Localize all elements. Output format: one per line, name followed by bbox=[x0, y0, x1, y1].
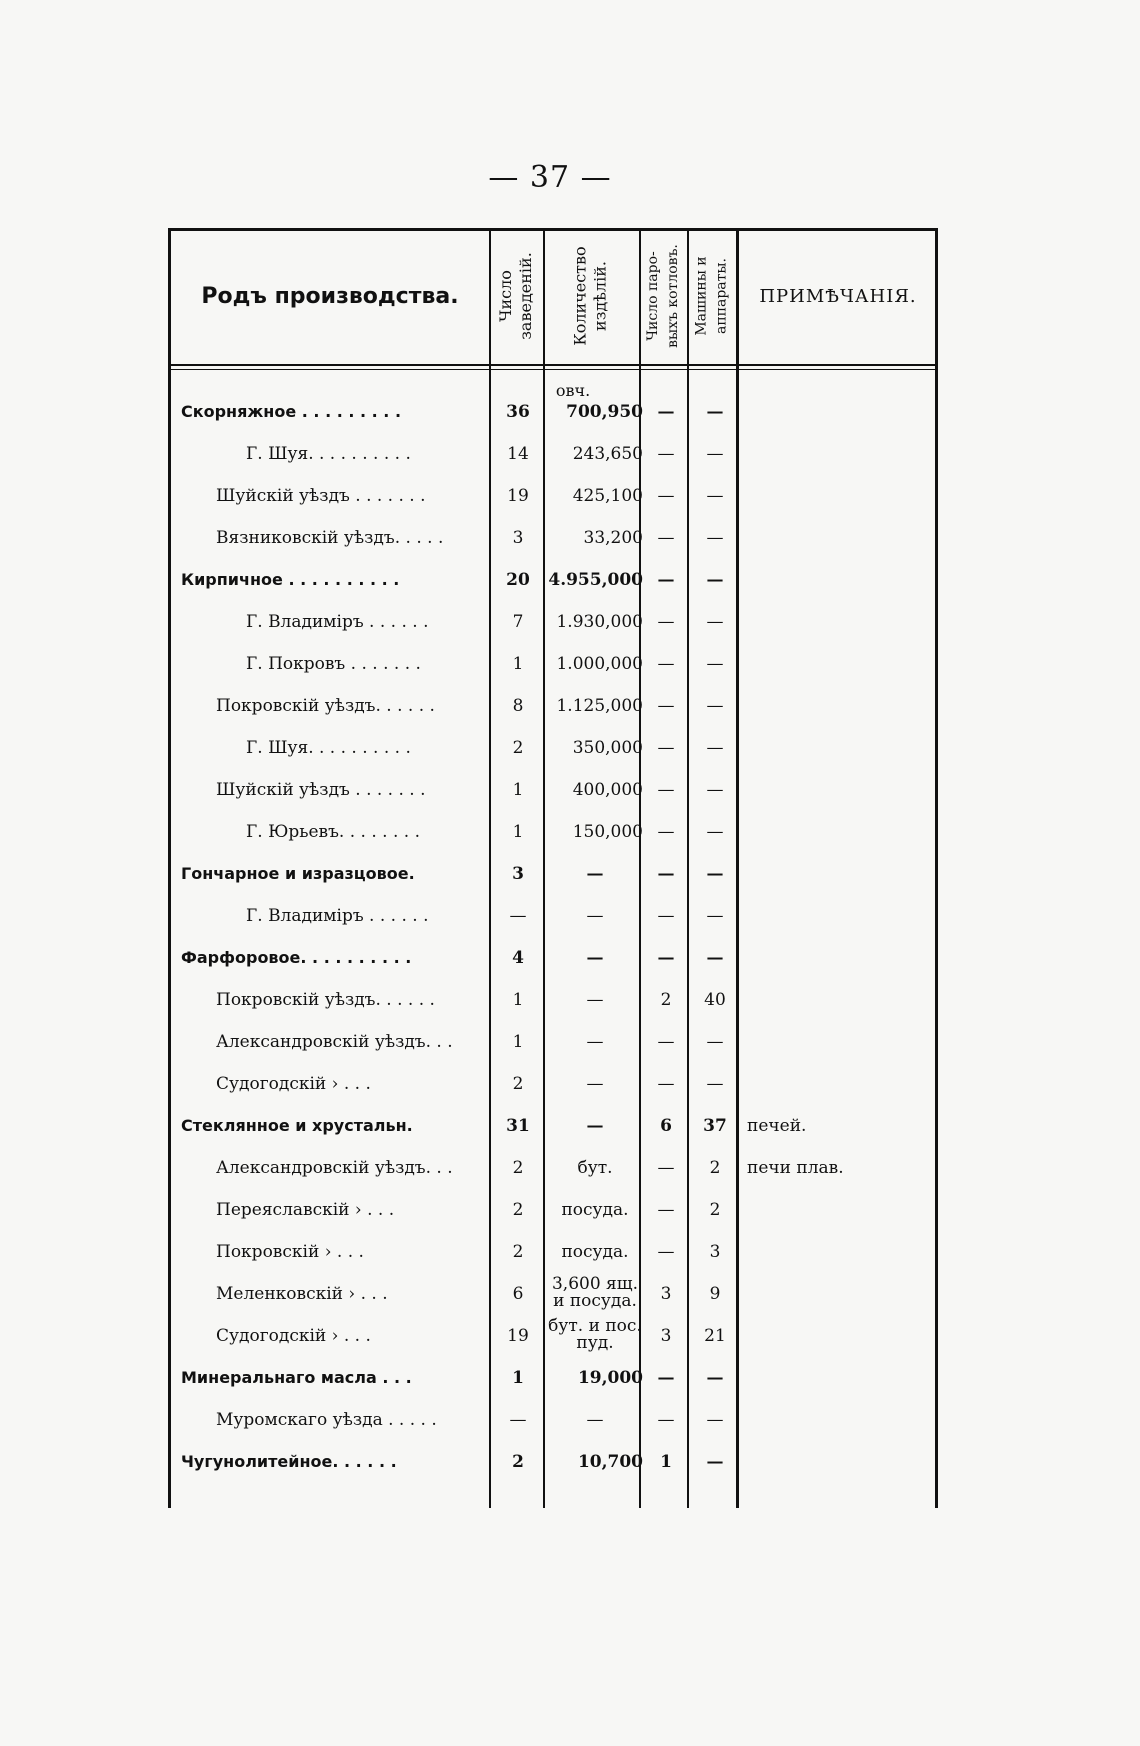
cell-quantity: 150,000 bbox=[572, 822, 643, 842]
cell-production-type: Шуйскій уѣздъ . . . . . . . bbox=[216, 486, 426, 506]
header-notes: ПРИМѢЧАНІЯ. bbox=[759, 285, 917, 307]
cell-quantity: 243,650 bbox=[572, 444, 643, 464]
cell-notes bbox=[747, 895, 937, 937]
cell-boilers: — bbox=[657, 1200, 675, 1220]
cell-machines: — bbox=[706, 402, 724, 422]
cell-boilers: 2 bbox=[660, 990, 672, 1010]
cell-establishments: 1 bbox=[512, 1368, 524, 1388]
table-row bbox=[171, 811, 935, 853]
cell-boilers: — bbox=[657, 780, 675, 800]
cell-quantity: 425,100 bbox=[572, 486, 643, 506]
cell-notes bbox=[747, 811, 937, 853]
cell-machines: — bbox=[706, 528, 724, 548]
cell-quantity: 4.955,000 bbox=[548, 570, 643, 590]
table-row bbox=[171, 1231, 935, 1273]
cell-establishments: 1 bbox=[512, 780, 524, 800]
cell-machines: — bbox=[706, 780, 724, 800]
cell-machines: — bbox=[706, 612, 724, 632]
cell-boilers: — bbox=[657, 570, 675, 590]
cell-notes bbox=[747, 475, 937, 517]
cell-establishments: 1 bbox=[512, 822, 524, 842]
cell-boilers: — bbox=[657, 1032, 675, 1052]
table-row bbox=[171, 769, 935, 811]
header-establishments: Число заведеній. bbox=[496, 252, 535, 340]
cell-machines: 21 bbox=[704, 1326, 726, 1346]
cell-establishments: 2 bbox=[512, 1074, 524, 1094]
cell-notes bbox=[747, 1441, 937, 1483]
cell-production-type: Александровскій уѣздъ. . . bbox=[216, 1158, 453, 1178]
cell-quantity: — bbox=[586, 1074, 604, 1094]
cell-boilers: 3 bbox=[660, 1326, 672, 1346]
table-row bbox=[171, 601, 935, 643]
cell-notes bbox=[747, 559, 937, 601]
cell-machines: — bbox=[706, 864, 724, 884]
cell-quantity: — bbox=[586, 948, 604, 968]
cell-production-type: Судогодскій › . . . bbox=[216, 1326, 371, 1346]
cell-boilers: — bbox=[657, 948, 675, 968]
cell-production-type: Фарфоровое. . . . . . . . . . bbox=[181, 948, 412, 967]
cell-machines: — bbox=[706, 1074, 724, 1094]
cell-boilers: — bbox=[657, 402, 675, 422]
table-row bbox=[171, 433, 935, 475]
cell-machines: — bbox=[706, 654, 724, 674]
cell-notes bbox=[747, 937, 937, 979]
cell-establishments: 2 bbox=[512, 1242, 524, 1262]
table-row bbox=[171, 1357, 935, 1399]
production-table bbox=[168, 228, 938, 1508]
cell-production-type: Судогодскій › . . . bbox=[216, 1074, 371, 1094]
cell-machines: — bbox=[706, 1452, 724, 1472]
cell-establishments: 2 bbox=[512, 1200, 524, 1220]
cell-machines: — bbox=[706, 486, 724, 506]
table-row bbox=[171, 391, 935, 433]
table-row bbox=[171, 727, 935, 769]
cell-quantity: — bbox=[586, 1410, 604, 1430]
cell-machines: — bbox=[706, 696, 724, 716]
cell-quantity: 10,700 bbox=[577, 1452, 643, 1472]
table-row bbox=[171, 1441, 935, 1483]
cell-establishments: 19 bbox=[507, 486, 529, 506]
table-row bbox=[171, 853, 935, 895]
cell-machines: — bbox=[706, 444, 724, 464]
cell-machines: — bbox=[706, 1368, 724, 1388]
cell-establishments: 4 bbox=[512, 948, 524, 968]
cell-quantity: — bbox=[586, 990, 604, 1010]
cell-machines: 37 bbox=[703, 1116, 727, 1136]
table-row bbox=[171, 643, 935, 685]
cell-notes bbox=[747, 979, 937, 1021]
cell-establishments: 14 bbox=[507, 444, 529, 464]
cell-production-type: Переяславскій › . . . bbox=[216, 1200, 395, 1220]
cell-boilers: — bbox=[657, 696, 675, 716]
cell-boilers: — bbox=[657, 1410, 675, 1430]
cell-establishments: 2 bbox=[512, 1452, 524, 1472]
unit-note: овч. bbox=[555, 381, 591, 400]
cell-production-type: Чугунолитейное. . . . . . bbox=[181, 1452, 397, 1471]
cell-production-type: Вязниковскій уѣздъ. . . . . bbox=[216, 528, 444, 548]
table-row bbox=[171, 517, 935, 559]
cell-machines: — bbox=[706, 1032, 724, 1052]
header-production-type: Родъ производства. bbox=[201, 283, 459, 309]
cell-boilers: — bbox=[657, 906, 675, 926]
table-row bbox=[171, 475, 935, 517]
cell-machines: 2 bbox=[709, 1200, 721, 1220]
cell-production-type: Меленковскій › . . . bbox=[216, 1284, 388, 1304]
cell-notes bbox=[747, 685, 937, 727]
cell-boilers: — bbox=[657, 654, 675, 674]
cell-establishments: 1 bbox=[512, 654, 524, 674]
cell-notes bbox=[747, 1063, 937, 1105]
cell-quantity: 1.000,000 bbox=[556, 654, 643, 674]
cell-production-type: Покровскій › . . . bbox=[216, 1242, 364, 1262]
cell-boilers: 6 bbox=[660, 1116, 672, 1136]
table-row bbox=[171, 1399, 935, 1441]
cell-boilers: 3 bbox=[660, 1284, 672, 1304]
cell-boilers: 1 bbox=[660, 1452, 672, 1472]
cell-quantity: 700,950 bbox=[566, 402, 643, 422]
cell-production-type: Шуйскій уѣздъ . . . . . . . bbox=[216, 780, 426, 800]
cell-production-type: Г. Владиміръ . . . . . . bbox=[246, 906, 429, 926]
cell-machines: 2 bbox=[709, 1158, 721, 1178]
cell-notes bbox=[747, 433, 937, 475]
table-row bbox=[171, 895, 935, 937]
cell-production-type: Минеральнаго масла . . . bbox=[181, 1368, 412, 1387]
cell-establishments: 1 bbox=[512, 990, 524, 1010]
cell-production-type: Покровскій уѣздъ. . . . . . bbox=[216, 696, 435, 716]
cell-establishments: 20 bbox=[506, 570, 530, 590]
cell-quantity: — bbox=[586, 864, 604, 884]
cell-production-type: Покровскій уѣздъ. . . . . . bbox=[216, 990, 435, 1010]
cell-establishments: 3 bbox=[512, 528, 524, 548]
cell-production-type: Муромскаго уѣзда . . . . . bbox=[216, 1410, 437, 1430]
cell-machines: 9 bbox=[709, 1284, 721, 1304]
cell-quantity: 33,200 bbox=[583, 528, 643, 548]
cell-boilers: — bbox=[657, 444, 675, 464]
cell-establishments: 8 bbox=[512, 696, 524, 716]
cell-establishments: 19 bbox=[507, 1326, 529, 1346]
header-boilers: Число паро- выхъ котловъ. bbox=[645, 244, 682, 348]
table-row bbox=[171, 1189, 935, 1231]
cell-establishments: 36 bbox=[506, 402, 530, 422]
cell-quantity: 1.125,000 bbox=[556, 696, 643, 716]
cell-establishments: 7 bbox=[512, 612, 524, 632]
cell-production-type: Александровскій уѣздъ. . . bbox=[216, 1032, 453, 1052]
header-quantity: Количество издѣлій. bbox=[571, 246, 610, 346]
cell-quantity: бут. bbox=[577, 1158, 613, 1178]
cell-boilers: — bbox=[657, 738, 675, 758]
cell-quantity: 1.930,000 bbox=[556, 612, 643, 632]
cell-establishments: — bbox=[509, 1410, 527, 1430]
cell-establishments: 6 bbox=[512, 1284, 524, 1304]
cell-production-type: Гончарное и изразцовое. bbox=[181, 864, 415, 883]
cell-machines: — bbox=[706, 822, 724, 842]
cell-quantity: 350,000 bbox=[572, 738, 643, 758]
cell-quantity: 19,000 bbox=[577, 1368, 643, 1388]
cell-production-type: Стеклянное и хрустальн. bbox=[181, 1116, 413, 1135]
cell-machines: 3 bbox=[709, 1242, 721, 1262]
cell-production-type: Г. Шуя. . . . . . . . . . bbox=[246, 444, 411, 464]
cell-notes bbox=[747, 1273, 937, 1315]
cell-notes bbox=[747, 769, 937, 811]
cell-machines: — bbox=[706, 948, 724, 968]
cell-machines: 40 bbox=[704, 990, 726, 1010]
cell-quantity: 3,600 ящ. и посуда. bbox=[551, 1274, 638, 1311]
cell-notes bbox=[747, 391, 937, 433]
cell-quantity: 400,000 bbox=[572, 780, 643, 800]
cell-establishments: 1 bbox=[512, 1032, 524, 1052]
table-row bbox=[171, 1105, 935, 1147]
cell-quantity: — bbox=[586, 1116, 604, 1136]
cell-boilers: — bbox=[657, 1158, 675, 1178]
header-rule bbox=[171, 369, 935, 370]
table-row bbox=[171, 1273, 935, 1315]
table-row bbox=[171, 1147, 935, 1189]
cell-notes bbox=[747, 1021, 937, 1063]
cell-notes: печей. bbox=[747, 1116, 807, 1136]
cell-production-type: Кирпичное . . . . . . . . . . bbox=[181, 570, 400, 589]
cell-boilers: — bbox=[657, 612, 675, 632]
table-row bbox=[171, 559, 935, 601]
cell-establishments: 2 bbox=[512, 1158, 524, 1178]
cell-boilers: — bbox=[657, 486, 675, 506]
table-row bbox=[171, 1315, 935, 1357]
table-row bbox=[171, 937, 935, 979]
table-row bbox=[171, 1021, 935, 1063]
cell-quantity: — bbox=[586, 1032, 604, 1052]
cell-production-type: Г. Покровъ . . . . . . . bbox=[246, 654, 421, 674]
cell-quantity: посуда. bbox=[561, 1242, 629, 1262]
cell-notes bbox=[747, 517, 937, 559]
cell-machines: — bbox=[706, 570, 724, 590]
cell-establishments: 2 bbox=[512, 738, 524, 758]
cell-boilers: — bbox=[657, 864, 675, 884]
cell-notes bbox=[747, 601, 937, 643]
cell-boilers: — bbox=[657, 1368, 675, 1388]
cell-notes bbox=[747, 1231, 937, 1273]
cell-production-type: Скорняжное . . . . . . . . . bbox=[181, 402, 402, 421]
cell-establishments: 3 bbox=[512, 864, 524, 884]
cell-machines: — bbox=[706, 906, 724, 926]
cell-machines: — bbox=[706, 738, 724, 758]
cell-notes bbox=[747, 853, 937, 895]
header-machines: Машины и аппараты. bbox=[693, 256, 730, 336]
cell-notes: печи плав. bbox=[747, 1158, 844, 1178]
cell-notes bbox=[747, 1189, 937, 1231]
cell-notes bbox=[747, 1315, 937, 1357]
cell-boilers: — bbox=[657, 1074, 675, 1094]
page-number: — 37 — bbox=[488, 160, 612, 195]
cell-notes bbox=[747, 1399, 937, 1441]
cell-production-type: Г. Шуя. . . . . . . . . . bbox=[246, 738, 411, 758]
table-row bbox=[171, 979, 935, 1021]
cell-quantity: посуда. bbox=[561, 1200, 629, 1220]
table-row bbox=[171, 685, 935, 727]
cell-boilers: — bbox=[657, 528, 675, 548]
cell-notes bbox=[747, 643, 937, 685]
header-rule bbox=[171, 364, 935, 366]
table-row bbox=[171, 1063, 935, 1105]
cell-production-type: Г. Юрьевъ. . . . . . . . bbox=[246, 822, 420, 842]
cell-machines: — bbox=[706, 1410, 724, 1430]
cell-notes bbox=[747, 727, 937, 769]
cell-notes bbox=[747, 1357, 937, 1399]
cell-quantity: бут. и пос. пуд. bbox=[548, 1316, 642, 1353]
cell-boilers: — bbox=[657, 822, 675, 842]
cell-establishments: 31 bbox=[506, 1116, 530, 1136]
cell-production-type: Г. Владиміръ . . . . . . bbox=[246, 612, 429, 632]
cell-establishments: — bbox=[509, 906, 527, 926]
cell-boilers: — bbox=[657, 1242, 675, 1262]
cell-quantity: — bbox=[586, 906, 604, 926]
